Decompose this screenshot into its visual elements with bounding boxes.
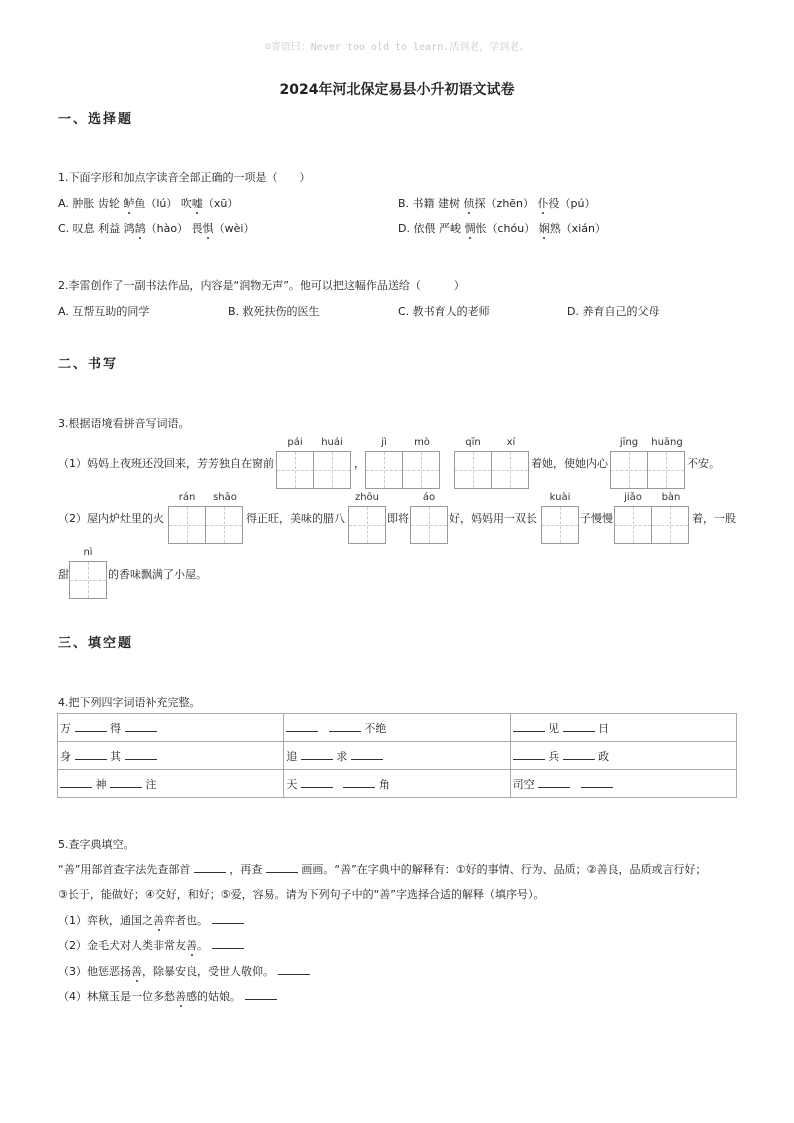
question-5-paragraph: “善”用部首查字法先查部首 ，再查 画画。“善”在字典中的解释有：①好的事情、行为、品质；②善良，品质或言行好； xyxy=(58,863,707,876)
writing-cell[interactable] xyxy=(348,506,386,544)
question-2-stem: 2.李雷创作了一副书法作品，内容是“润物无声”。他可以把这幅作品送给（ ） xyxy=(58,279,465,292)
question-5-item: （4）林黛玉是一位多愁善感的姑娘。 xyxy=(58,988,277,1004)
writing-cell[interactable] xyxy=(614,506,652,544)
watermark: ☺寄语曰：Never too old to learn.活到老，学到老。 xyxy=(264,42,530,53)
writing-grid-jimo[interactable] xyxy=(365,451,440,489)
question-5-paragraph: ③长于，能做好；④交好，和好；⑤爱，容易。请为下列句子中的“善”字选择合适的解释（填序号）。 xyxy=(58,888,545,901)
table-cell[interactable]: 身 其 xyxy=(58,742,284,770)
writing-grid-ranshao[interactable] xyxy=(168,506,243,544)
question-5-stem: 5.查字典填空。 xyxy=(58,838,135,851)
table-cell[interactable]: 司空 xyxy=(510,770,736,798)
question-1-option-a[interactable] xyxy=(58,195,238,211)
writing-cell[interactable] xyxy=(402,451,440,489)
pinyin-label: áo xyxy=(422,492,436,503)
idiom-table xyxy=(57,713,737,798)
blank-line[interactable] xyxy=(343,777,375,788)
pinyin-label: huái xyxy=(321,437,343,448)
blank-line[interactable] xyxy=(563,721,595,732)
dotted-char: 惧 xyxy=(202,222,214,235)
blank-line[interactable] xyxy=(351,749,383,760)
page-title: 2024年河北保定易县小升初语文试卷 xyxy=(279,82,515,98)
option-text: （wèi） xyxy=(213,222,255,235)
sentence-text: 不安。 xyxy=(687,457,720,470)
option-text: 熟（xián） xyxy=(549,222,606,235)
blank-line[interactable] xyxy=(286,721,318,732)
blank-line[interactable] xyxy=(266,862,298,873)
blank-line[interactable] xyxy=(125,721,157,732)
option-text: D. 依偎 严峻 xyxy=(398,222,465,235)
dotted-char: 嘘 xyxy=(191,197,203,210)
sentence-text: 甜 xyxy=(58,568,69,581)
option-text: 役（pú） xyxy=(548,197,596,210)
writing-grid-zhou[interactable] xyxy=(348,506,386,544)
table-cell[interactable]: 神 注 xyxy=(58,770,284,798)
writing-cell[interactable] xyxy=(541,506,579,544)
writing-cell[interactable] xyxy=(365,451,403,489)
writing-cell[interactable] xyxy=(313,451,351,489)
table-row xyxy=(58,770,737,798)
question-1-option-c[interactable] xyxy=(58,220,254,236)
writing-cell[interactable] xyxy=(410,506,448,544)
pinyin-label: jīng xyxy=(619,437,639,448)
pinyin-label: jiǎo xyxy=(624,492,642,503)
blank-line[interactable] xyxy=(513,721,545,732)
dotted-char: 善 xyxy=(186,939,197,952)
pinyin-label: pái xyxy=(287,437,303,448)
question-2-option-c[interactable]: C. 教书育人的老师 xyxy=(398,305,490,318)
question-1-stem: 1.下面字形和加点字读音全部正确的一项是（ ） xyxy=(58,171,311,184)
blank-line[interactable] xyxy=(538,777,570,788)
option-text: A. 肿胀 齿轮 xyxy=(58,197,124,210)
sentence-text: 着，一股 xyxy=(692,512,736,525)
dotted-char: 鹄 xyxy=(134,222,146,235)
pinyin-label: qīn xyxy=(465,437,481,448)
sentence-text: ， xyxy=(354,457,365,470)
blank-line[interactable] xyxy=(125,749,157,760)
option-text: （xū） xyxy=(202,197,239,210)
writing-grid-qinxi[interactable] xyxy=(454,451,529,489)
dotted-char: 善 xyxy=(131,965,142,978)
question-1-option-d[interactable] xyxy=(398,220,606,236)
question-5-item: （2）金毛犬对人类非常友善。 xyxy=(58,937,244,953)
question-4-stem: 4.把下列四字词语补充完整。 xyxy=(58,696,201,709)
pinyin-label: zhōu xyxy=(354,492,380,503)
pinyin-label: nì xyxy=(83,547,93,558)
table-cell[interactable]: 天 角 xyxy=(284,770,510,798)
section-heading-writing: 二、书写 xyxy=(58,357,119,372)
blank-line[interactable] xyxy=(513,749,545,760)
writing-cell[interactable] xyxy=(205,506,243,544)
writing-grid-ni[interactable] xyxy=(69,561,107,599)
pinyin-label: kuài xyxy=(549,492,571,503)
blank-line[interactable] xyxy=(245,989,277,1000)
writing-cell[interactable] xyxy=(69,561,107,599)
blank-line[interactable] xyxy=(329,721,361,732)
question-1-option-b[interactable] xyxy=(398,195,596,211)
blank-line[interactable] xyxy=(110,777,142,788)
sentence-text: （2）屋内炉灶里的火 xyxy=(58,512,164,525)
dotted-char: 侦 xyxy=(463,197,475,210)
option-text: 鱼（lú） 吹 xyxy=(134,197,192,210)
option-text: B. 书籍 建树 xyxy=(398,197,464,210)
pinyin-label: huāng xyxy=(651,437,683,448)
writing-grid-jiaoban[interactable] xyxy=(614,506,689,544)
section-heading-choice: 一、选择题 xyxy=(58,112,134,127)
dotted-char: 惆 xyxy=(464,222,476,235)
sentence-text: 子慢慢 xyxy=(580,512,613,525)
table-cell[interactable]: 不绝 xyxy=(284,714,510,742)
dotted-char: 善 xyxy=(175,990,186,1003)
pinyin-label: shāo xyxy=(213,492,237,503)
blank-line[interactable] xyxy=(75,721,107,732)
dotted-char: 娴 xyxy=(538,222,550,235)
writing-cell[interactable] xyxy=(491,451,529,489)
dotted-char: 善 xyxy=(153,914,164,927)
question-2-option-a[interactable]: A. 互帮互助的同学 xyxy=(58,305,150,318)
pinyin-label: jì xyxy=(381,437,387,448)
writing-grid-kuai[interactable] xyxy=(541,506,579,544)
blank-line[interactable] xyxy=(60,777,92,788)
sentence-text: （1）妈妈上夜班还没回来，芳芳独自在窗前 xyxy=(58,457,274,470)
blank-line[interactable] xyxy=(212,913,244,924)
pinyin-label: xí xyxy=(506,437,516,448)
blank-line[interactable] xyxy=(75,749,107,760)
sentence-text: 的香味飘满了小屋。 xyxy=(108,568,207,581)
question-3-stem: 3.根据语境看拼音写词语。 xyxy=(58,417,190,430)
question-5-item: （3）他惩恶扬善，除暴安良，受世人敬仰。 xyxy=(58,963,310,979)
writing-cell[interactable] xyxy=(647,451,685,489)
writing-cell[interactable] xyxy=(168,506,206,544)
writing-cell[interactable] xyxy=(610,451,648,489)
dotted-char: 仆 xyxy=(537,197,549,210)
table-cell[interactable]: 万 得 xyxy=(58,714,284,742)
pinyin-label: bàn xyxy=(661,492,681,503)
table-cell[interactable]: 追 求 xyxy=(284,742,510,770)
writing-grid-jinghuang[interactable] xyxy=(610,451,685,489)
sentence-text: 即将 xyxy=(387,512,409,525)
blank-line[interactable] xyxy=(581,777,613,788)
writing-cell[interactable] xyxy=(276,451,314,489)
pinyin-label: rán xyxy=(178,492,196,503)
sentence-text: 得正旺，美味的腊八 xyxy=(246,512,345,525)
writing-grid-paihuai[interactable] xyxy=(276,451,351,489)
writing-grid-ao[interactable] xyxy=(410,506,448,544)
table-cell[interactable]: 兵 政 xyxy=(510,742,736,770)
question-2-option-d[interactable]: D. 养育自己的父母 xyxy=(567,305,660,318)
blank-line[interactable] xyxy=(212,938,244,949)
writing-cell[interactable] xyxy=(651,506,689,544)
dotted-char: 鲈 xyxy=(123,197,135,210)
option-text: （hào） 畏 xyxy=(145,222,203,235)
pinyin-label: mò xyxy=(414,437,430,448)
sentence-text: 好，妈妈用一双长 xyxy=(449,512,537,525)
table-row xyxy=(58,742,737,770)
option-text: 怅（chóu） xyxy=(475,222,539,235)
blank-line[interactable] xyxy=(278,964,310,975)
writing-cell[interactable] xyxy=(454,451,492,489)
blank-line[interactable] xyxy=(194,862,226,873)
question-5-item: （1）弈秋，通国之善弈者也。 xyxy=(58,912,244,928)
question-2-option-b[interactable]: B. 救死扶伤的医生 xyxy=(228,305,320,318)
blank-line[interactable] xyxy=(563,749,595,760)
option-text: 探（zhēn） xyxy=(474,197,538,210)
option-text: C. 叹息 利益 鸿 xyxy=(58,222,135,235)
section-heading-fill: 三、填空题 xyxy=(58,636,134,651)
table-row xyxy=(58,714,737,742)
sentence-text: 着她，使她内心 xyxy=(531,457,608,470)
table-cell[interactable]: 见 日 xyxy=(510,714,736,742)
blank-line[interactable] xyxy=(301,749,333,760)
blank-line[interactable] xyxy=(301,777,333,788)
